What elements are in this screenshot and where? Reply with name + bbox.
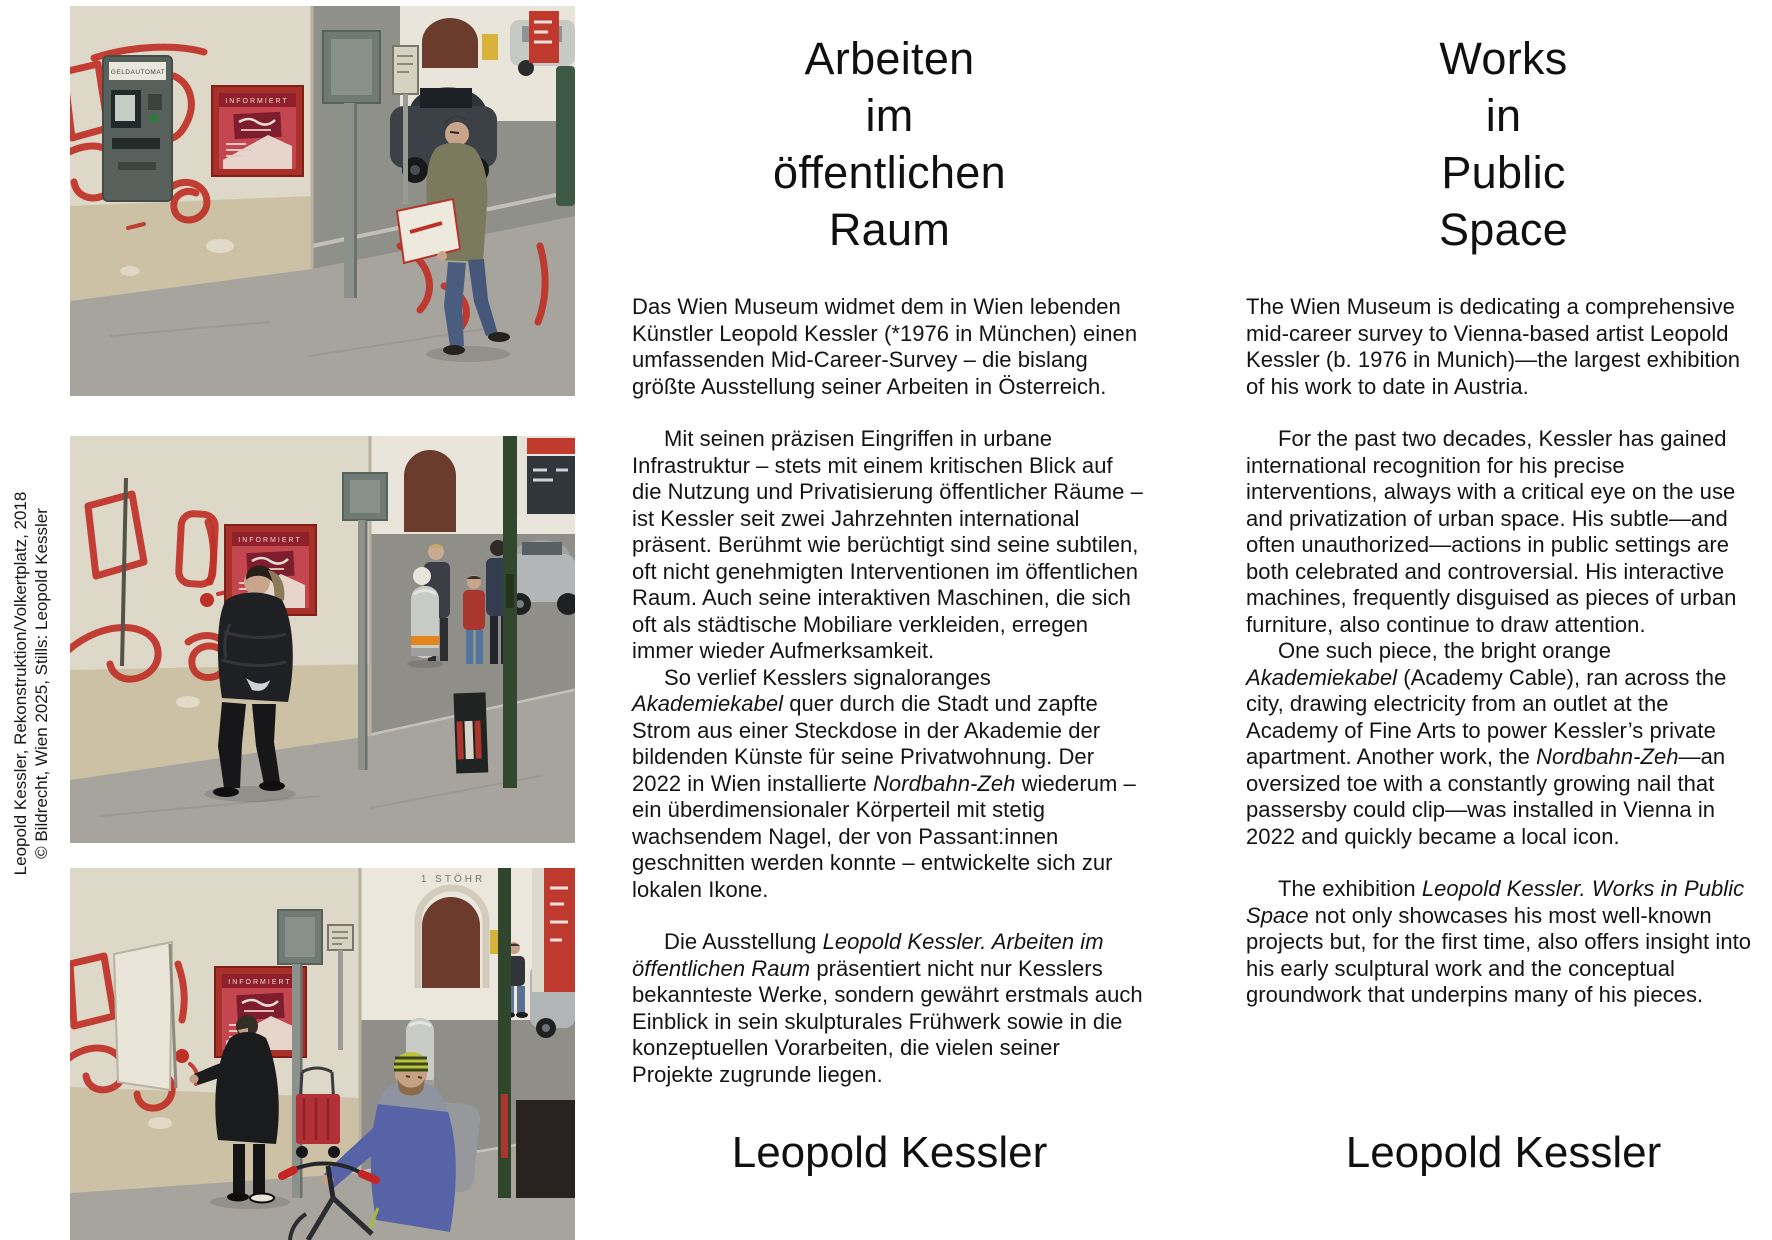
- title-line: Works: [1439, 33, 1568, 84]
- image-credit: [10, 436, 52, 931]
- dark-kiosk: [516, 1100, 575, 1198]
- red-grip: [362, 1174, 376, 1180]
- paragraph: So verlief Kesslers signaloranges Akademiekabel quer durch die Stadt und zapfte Strom aus einer Steckdose in der Akademie der bildenden Künste für seine Privatwohnung. Der 2022 in Wien installierte Nordbahn-Zeh wiederum – ein überdimensionaler Körperteil mit stetig wachsendem Nagel, der von Passant:innen geschnitten werden konnte – entwickelte sich zur lokalen Ikone.: [632, 664, 1136, 902]
- title-line: Raum: [828, 204, 951, 255]
- credit-line-1: Leopold Kessler, Rekonstruktion/Volkertplatz, 2018: [11, 491, 30, 876]
- german-column: [632, 0, 1147, 1240]
- paragraph: One such piece, the bright orange Akademiekabel (Academy Cable), ran across the city, drawing electricity from an outlet at the Academy of Fine Arts to power Kessler’s private apartment. Another work, the Nordbahn-Zeh—an oversized toe with a constantly growing nail that passersby could clip—was installed in Vienna in 2022 and quickly became a local icon.: [1246, 638, 1727, 849]
- red-shop-sign: [527, 438, 575, 454]
- still-1-scene: [70, 6, 575, 396]
- artist-name-english: Leopold Kessler: [1345, 1128, 1662, 1177]
- wall-panel: [114, 942, 176, 1090]
- credit-line-2: © Bildrecht, Wien 2025, Stills: Leopold Kessler: [32, 508, 51, 859]
- paragraph: For the past two decades, Kessler has gained international recognition for his precise interventions, always with a critical eye on the use and privatization of urban space. His subtle—and often unauthorized—actions in public settings are both celebrated and controversial. His interactive machines, frequently disguised as pieces of urban furniture, also continue to draw attention.: [1246, 426, 1737, 637]
- title-line: in: [1485, 90, 1522, 141]
- german-body-text: [632, 294, 1147, 1088]
- disguised-atm-bollard: [407, 586, 443, 668]
- atm-sign-text: GELDAUTOMAT: [110, 69, 166, 76]
- paragraph: Die Ausstellung Leopold Kessler. Arbeiten im öffentlichen Raum präsentiert nicht nur Kesslers bekannteste Werke, sondern gewährt erstmals auch Einblick in sein skulpturales Frühwerk sowie in die konzeptuellen Vorarbeiten, die vielen seiner Projekte zugrunde liegen.: [632, 929, 1143, 1087]
- title-line: öffentlichen: [773, 147, 1006, 198]
- brown-door: [404, 450, 456, 532]
- paragraph: Mit seinen präzisen Eingriffen in urbane Infrastruktur – stets mit einem kritischen Blick auf die Nutzung und Privatisierung öffentlicher Räume – ist Kessler seit zwei Jahrzehnten international präsent. Berühmt wie berüchtigt sind seine subtilen, oft nicht genehmigten Interventionen im öffentlichen Raum. Auch seine interaktiven Maschinen, die sich oft als städtische Mobiliare verkleiden, erregen immer wieder Aufmerksamkeit.: [632, 426, 1143, 663]
- brown-door: [422, 897, 480, 988]
- traffic-sign-box: [454, 692, 489, 773]
- brown-door: [422, 18, 478, 68]
- photo-still-3: [70, 868, 575, 1240]
- green-pole: [503, 436, 517, 788]
- title-line: im: [865, 90, 914, 141]
- photo-still-1: [70, 6, 575, 396]
- english-column: [1246, 0, 1761, 1240]
- paragraph: Das Wien Museum widmet dem in Wien lebenden Künstler Leopold Kessler (*1976 in München) einen umfassenden Mid-Career-Survey – die bislang größte Ausstellung seiner Arbeiten in Österreich.: [632, 294, 1138, 399]
- title-german: [632, 30, 1147, 258]
- photo-still-2: [70, 436, 575, 843]
- red-jacket-child: [463, 590, 485, 630]
- title-line: Public: [1441, 147, 1566, 198]
- paragraph: The Wien Museum is dedicating a comprehensive mid-career survey to Vienna-based artist Leopold Kessler (b. 1976 in Munich)—the largest exhibition of his work to date in Austria.: [1246, 294, 1741, 399]
- atm-machine: [103, 56, 172, 201]
- title-line: Arbeiten: [804, 33, 975, 84]
- still-2-scene: [70, 436, 575, 843]
- green-bin: [556, 66, 575, 206]
- black-coat: [215, 1032, 278, 1144]
- english-body-text: [1246, 294, 1761, 1009]
- orange-stripe: [411, 636, 439, 645]
- title-line: Space: [1438, 204, 1569, 255]
- paragraph: The exhibition Leopold Kessler. Works in Public Space not only showcases his most well-known projects but, for the first time, also offers insight into his early sculptural work and the conceptual groundwork that underpins many of his pieces.: [1246, 876, 1752, 1007]
- hand: [190, 1075, 199, 1084]
- red-shop-sign: [529, 11, 559, 63]
- yellow-sign: [482, 34, 498, 60]
- artist-name-german: Leopold Kessler: [731, 1128, 1048, 1177]
- red-grip: [282, 1170, 294, 1176]
- building-sign-text: 1 STÖHR: [420, 874, 486, 885]
- still-3-scene: [70, 868, 575, 1240]
- title-english: [1246, 30, 1761, 258]
- shop-window: [527, 456, 575, 514]
